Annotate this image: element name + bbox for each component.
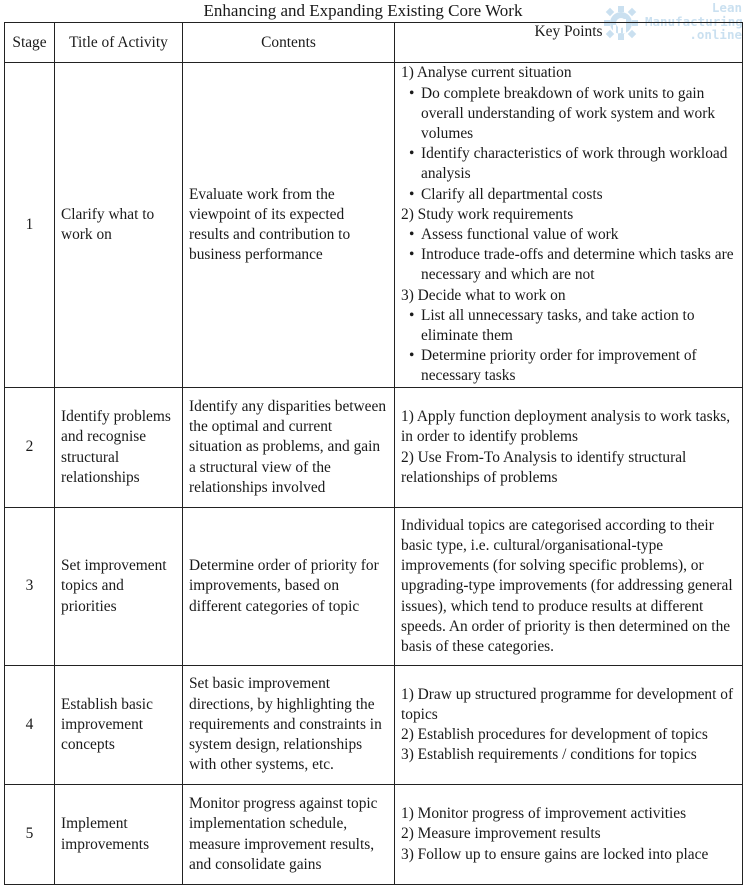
key-points-cell: [395, 785, 743, 885]
key-point-bullet: • List all unnecessary tasks, and take action to eliminate them: [401, 306, 736, 346]
watermark-line-1: Lean: [711, 0, 742, 15]
key-point-line: 3) Decide what to work on: [401, 286, 566, 304]
watermark-line-2: Manufacturing: [645, 13, 743, 29]
key-points-cell: [395, 63, 743, 388]
page-title: Enhancing and Expanding Existing Core Work: [203, 1, 523, 20]
stage-cell: 1: [5, 63, 55, 388]
contents-cell: Monitor progress against topic implementation schedule, measure improvement results, and consolidate gains: [183, 785, 395, 885]
key-points-cell: [395, 666, 743, 785]
table-row: [5, 388, 743, 508]
key-point-line: 2) Use From-To Analysis to identify structural relationships of problems: [401, 448, 687, 486]
activity-title-cell: Identify problems and recognise structural relationships: [55, 388, 183, 508]
header-stage: Stage: [5, 23, 55, 63]
stage-cell: 2: [5, 388, 55, 508]
key-points-cell: [395, 508, 743, 666]
contents-cell: Identify any disparities between the optimal and current situation as problems, and gain a structural view of the relationships involved: [183, 388, 395, 508]
key-point-line: 2) Measure improvement results: [401, 825, 601, 843]
key-point-line: Individual topics are categorised according to their basic type, i.e. cultural/organisational-type improvements (for solving specific problems), or upgrading-type improvements (for addressing general issues), which tend to produce results at different speeds. An order of priority is then determined on the basis of these categories.: [401, 516, 733, 655]
table-row: [5, 785, 743, 885]
key-points-cell: [395, 388, 743, 508]
table-row: [5, 666, 743, 785]
activity-title-cell: Implement improvements: [55, 785, 183, 885]
stage-cell: 3: [5, 508, 55, 666]
contents-cell: Determine order of priority for improvements, based on different categories of topic: [183, 508, 395, 666]
core-work-table: [4, 22, 743, 885]
table-row: [5, 508, 743, 666]
key-point-bullet: • Clarify all departmental costs: [401, 185, 736, 205]
watermark-line-3: .online: [689, 27, 742, 42]
key-point-line: 3) Establish requirements / conditions for topics: [401, 746, 697, 764]
key-point-bullet: • Do complete breakdown of work units to gain overall understanding of work system and work volumes: [401, 84, 736, 145]
header-title: Title of Activity: [55, 23, 183, 63]
table-row: [5, 63, 743, 388]
key-point-bullet: • Determine priority order for improvement of necessary tasks: [401, 346, 736, 386]
key-point-bullet: • Introduce trade-offs and determine which tasks are necessary and which are not: [401, 245, 736, 285]
contents-cell: Set basic improvement directions, by highlighting the requirements and constraints in system design, relationships with other systems, etc.: [183, 666, 395, 785]
header-contents: Contents: [183, 23, 395, 63]
key-point-line: 1) Apply function deployment analysis to work tasks, in order to identify problems: [401, 408, 731, 446]
activity-title-cell: Establish basic improvement concepts: [55, 666, 183, 785]
key-point-line: 1) Monitor progress of improvement activities: [401, 805, 687, 823]
key-point-line: 3) Follow up to ensure gains are locked into place: [401, 845, 709, 863]
contents-cell: Evaluate work from the viewpoint of its expected results and contribution to business performance: [183, 63, 395, 388]
key-point-bullet: • Identify characteristics of work through workload analysis: [401, 144, 736, 184]
key-point-bullet: • Assess functional value of work: [401, 225, 736, 245]
key-point-line: 1) Analyse current situation: [401, 64, 572, 82]
stage-cell: 4: [5, 666, 55, 785]
activity-title-cell: Set improvement topics and priorities: [55, 508, 183, 666]
key-point-line: 1) Draw up structured programme for development of topics: [401, 685, 734, 723]
stage-cell: 5: [5, 785, 55, 885]
key-point-line: 2) Establish procedures for development of topics: [401, 726, 708, 743]
header-key-points: Key Points: [395, 23, 743, 63]
header-row: [5, 23, 743, 63]
activity-title-cell: Clarify what to work on: [55, 63, 183, 388]
key-point-line: 2) Study work requirements: [401, 205, 574, 223]
